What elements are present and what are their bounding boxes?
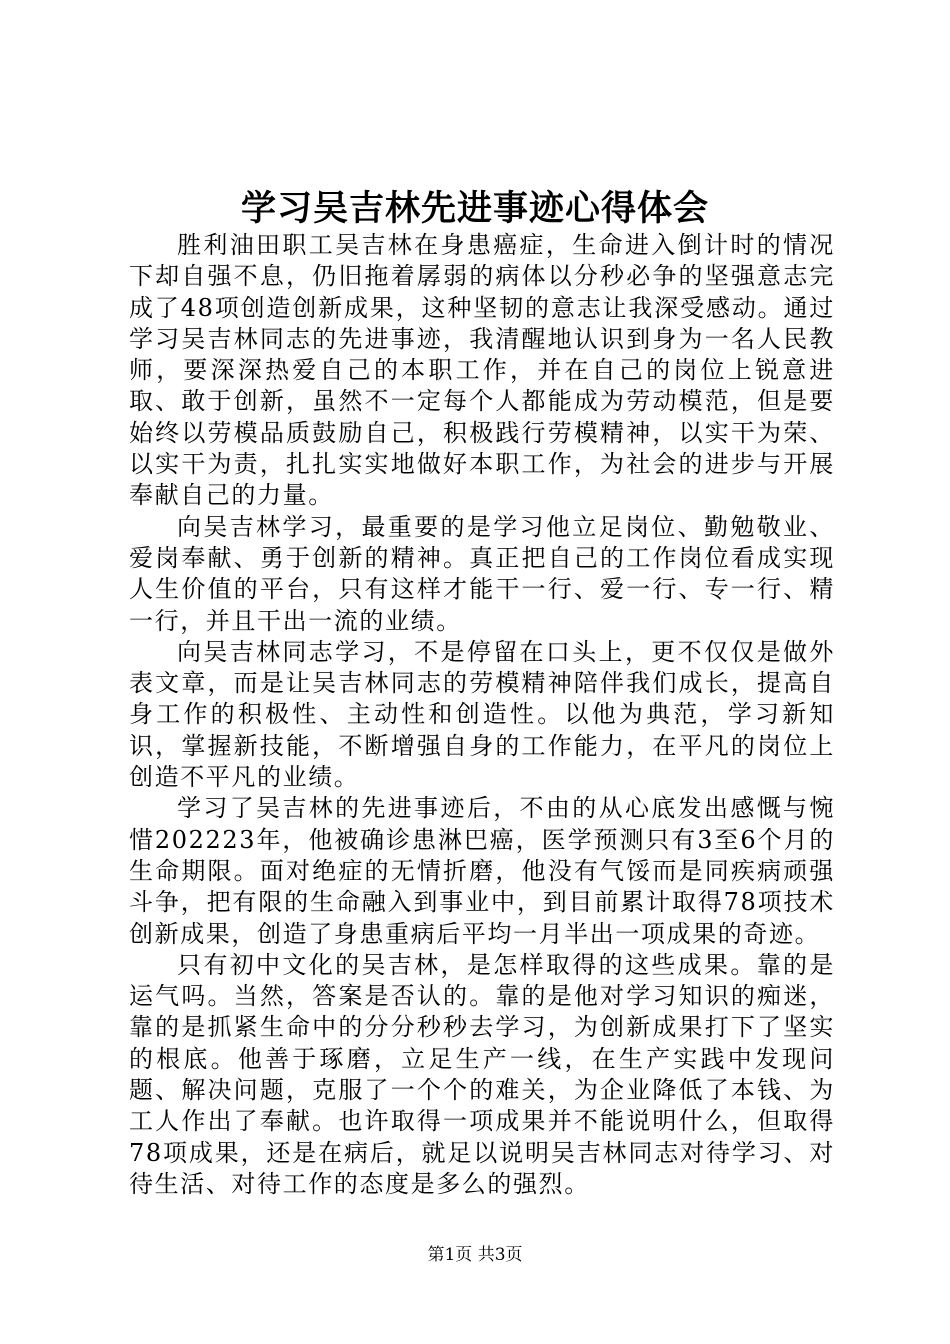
paragraph-1: 胜利油田职工吴吉林在身患癌症，生命进入倒计时的情况下却自强不息，仍旧拖着孱弱的病体以分秒必争的坚强意志完成了48项创造创新成果，这种坚韧的意志让我深受感动。通过学习吴吉林同志的先进事迹，我清醒地认识到身为一名人民教师，要深深热爱自己的本职工作，并在自己的岗位上锐意进取、敢于创新，虽然不一定每个人都能成为劳动模范，但是要始终以劳模品质鼓励自己，积极践行劳模精神，以实干为荣、以实干为责，扎扎实实地做好本职工作，为社会的进步与开展奉献自己的力量。: [129, 231, 835, 510]
document-body: [129, 230, 835, 1200]
page-number-footer: 第1页 共3页: [427, 1245, 523, 1265]
paragraph-5: 只有初中文化的吴吉林，是怎样取得的这些成果。靠的是运气吗。当然，答案是否认的。靠的是他对学习知识的痴迷，靠的是抓紧生命中的分分秒秒去学习，为创新成果打下了坚实的根底。他善于琢磨，立足生产一线，在生产实践中发现问题、解决问题，克服了一个个的难关，为企业降低了本钱、为工人作出了奉献。也许取得一项成果并不能说明什么，但取得78项成果，还是在病后，就足以说明吴吉林同志对待学习、对待生活、对待工作的态度是多么的强烈。: [129, 950, 835, 1198]
paragraph-4: 学习了吴吉林的先进事迹后，不由的从心底发出感慨与惋惜202223年，他被确诊患淋巴癌，医学预测只有3至6个月的生命期限。面对绝症的无情折磨，他没有气馁而是同疾病顽强斗争，把有限的生命融入到事业中，到目前累计取得78项技术创新成果，创造了身患重病后平均一月半出一项成果的奇迹。: [129, 794, 835, 948]
paragraph-3: 向吴吉林同志学习，不是停留在口头上，更不仅仅是做外表文章，而是让吴吉林同志的劳模精神陪伴我们成长，提高自身工作的积极性、主动性和创造性。以他为典范，学习新知识，掌握新技能，不断增强自身的工作能力，在平凡的岗位上创造不平凡的业绩。: [129, 637, 835, 792]
document-title: 学习吴吉林先进事迹心得体会: [240, 188, 709, 229]
paragraph-2: 向吴吉林学习，最重要的是学习他立足岗位、勤勉敬业、爱岗奉献、勇于创新的精神。真正把自己的工作岗位看成实现人生价值的平台，只有这样才能干一行、爱一行、专一行、精一行，并且干出一流的业绩。: [129, 512, 835, 635]
